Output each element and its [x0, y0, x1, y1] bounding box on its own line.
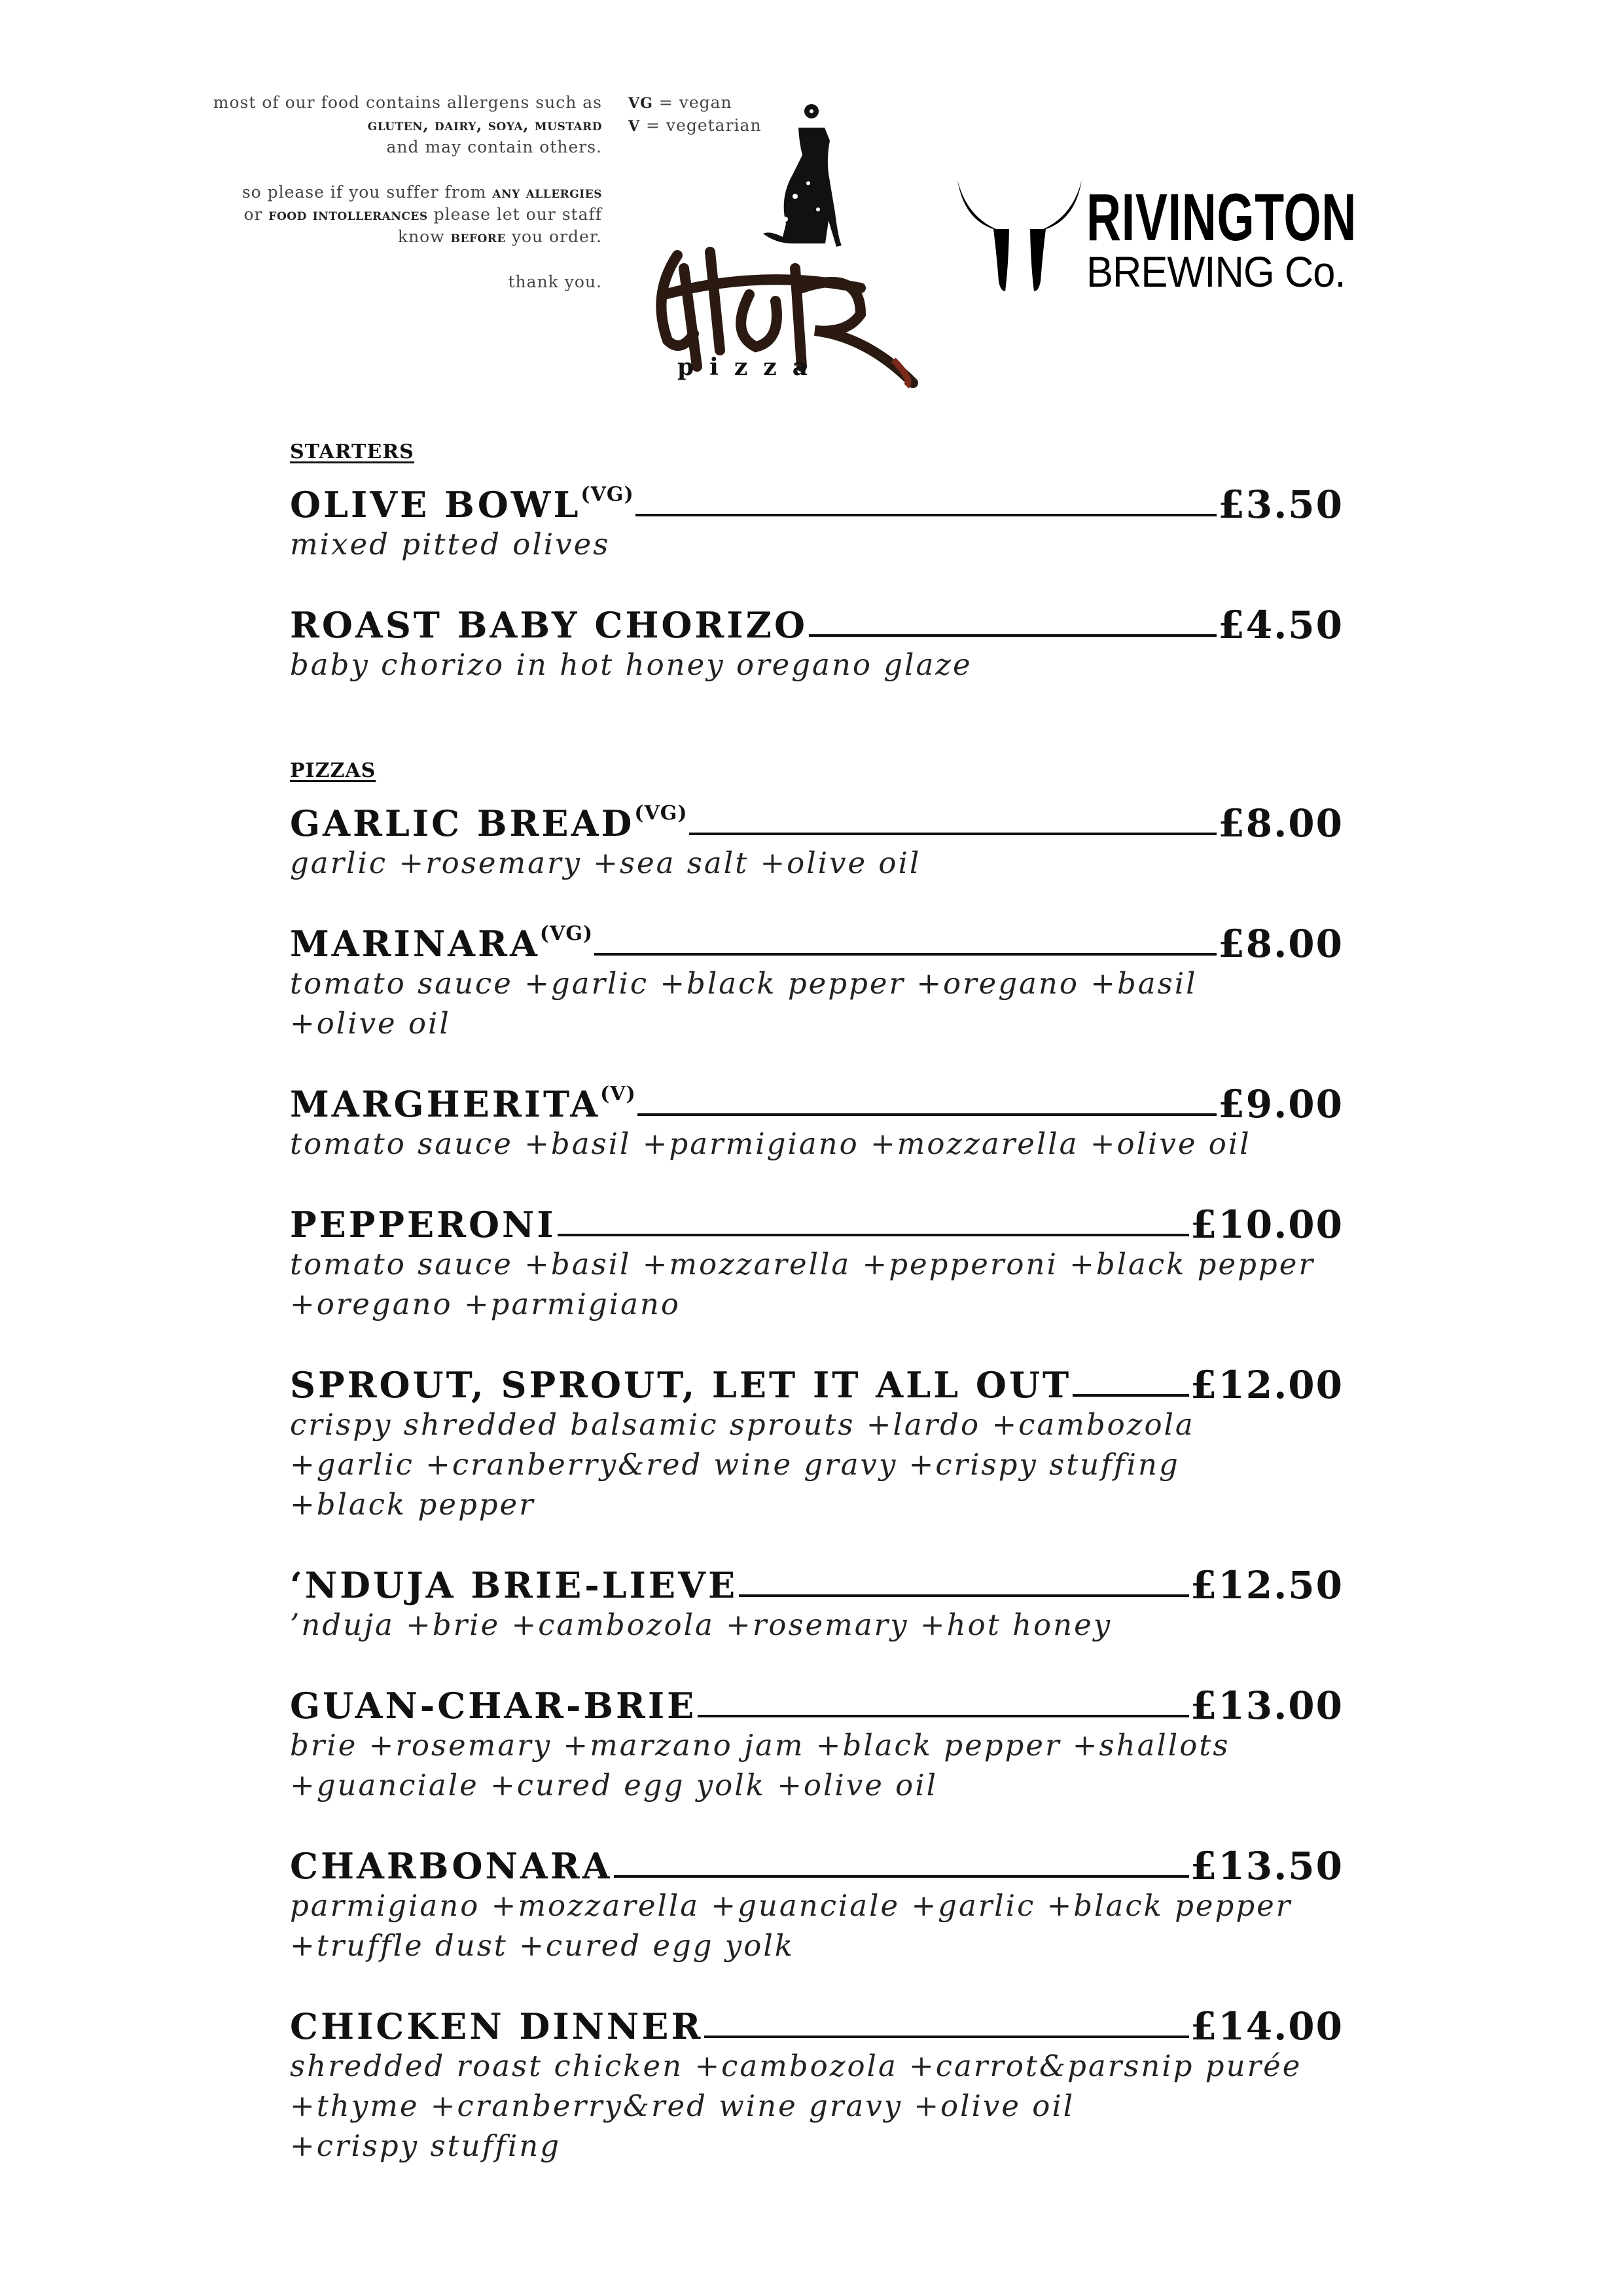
legend-text: = vegetarian — [640, 116, 762, 135]
notice-emphasis: food intollerances — [268, 205, 428, 224]
item-name-text: ‘NDUJA BRIE-LIEVE — [290, 1564, 738, 1606]
menu-item-price: £14.00 — [1190, 2004, 1344, 2049]
menu-item-description: tomato sauce +basil +parmigiano +mozzarella +olive oil — [290, 1126, 1251, 1161]
menu-item-title-row — [290, 480, 1344, 527]
notice-line — [131, 181, 602, 204]
item-name-text: PEPPERONI — [290, 1204, 556, 1246]
menu-item-description: +thyme +cranberry&red wine gravy +olive oil — [290, 2089, 1075, 2123]
item-name-text: OLIVE BOWL — [290, 484, 581, 526]
starters-section — [290, 442, 1344, 721]
menu-item-description: shredded roast chicken +cambozola +carrot&parsnip purée — [290, 2049, 1302, 2083]
bull-horns-icon — [954, 177, 1085, 291]
leader-line — [809, 634, 1217, 637]
menu-item-description: garlic +rosemary +sea salt +olive oil — [290, 846, 921, 880]
menu-item-description: brie +rosemary +marzano jam +black pepper +shallots — [290, 1728, 1230, 1763]
menu-item — [290, 1842, 1344, 1965]
menu-item — [290, 1080, 1344, 1164]
notice-allergens: gluten, dairy, soya, mustard — [367, 115, 602, 134]
menu-item-description: baby chorizo in hot honey oregano glaze — [290, 647, 972, 682]
menu-item-price: £3.50 — [1218, 482, 1344, 527]
menu-item-name — [290, 1686, 696, 1725]
item-name-text: GARLIC BREAD — [290, 802, 635, 844]
menu-item-title-row — [290, 1681, 1344, 1728]
brewery-subtitle: BREWING Co. — [1086, 247, 1346, 296]
menu-item — [290, 480, 1344, 564]
menu-item-description: tomato sauce +garlic +black pepper +oregano +basil — [290, 966, 1198, 1001]
menu-item-price: £9.00 — [1218, 1082, 1344, 1126]
menu-item-description: +crispy stuffing — [290, 2128, 562, 2163]
leader-line — [594, 953, 1217, 956]
menu-item-title-row — [290, 601, 1344, 645]
notice-text: you order. — [505, 227, 602, 246]
menu-item-title-row — [290, 1080, 1344, 1124]
menu-item-description: +olive oil — [290, 1006, 451, 1041]
diet-tag: (VG) — [539, 922, 594, 945]
notice-line — [131, 204, 602, 226]
menu-item-description: tomato sauce +basil +mozzarella +pepperoni +black pepper — [290, 1247, 1315, 1282]
menu-item-name — [290, 1079, 636, 1124]
menu-item — [290, 1561, 1344, 1645]
item-name-text: GUAN-CHAR-BRIE — [290, 1685, 697, 1727]
menu-item-title-row — [290, 1842, 1344, 1886]
menu-item-name — [290, 479, 634, 524]
notice-text: or — [243, 205, 269, 224]
menu-item-description: mixed pitted olives — [290, 527, 611, 562]
menu-item-title-row — [290, 799, 1344, 846]
leader-line — [614, 1875, 1190, 1878]
legend-text: = vegan — [652, 93, 732, 112]
leader-line — [558, 1234, 1189, 1236]
leader-line — [698, 1715, 1189, 1717]
menu-item-title-row — [290, 1561, 1344, 1605]
menu-item — [290, 1361, 1344, 1524]
diet-tag: (VG) — [580, 483, 634, 506]
leader-line — [635, 514, 1217, 516]
notice-emphasis: any allergies — [492, 183, 602, 202]
notice-text: know — [397, 227, 451, 246]
menu-item-price: £12.50 — [1190, 1563, 1344, 1607]
menu-item-title-row — [290, 1361, 1344, 1405]
leader-line — [704, 2036, 1189, 2038]
menu-item-price: £13.00 — [1190, 1683, 1344, 1728]
cheetah-icon — [763, 104, 842, 247]
menu-item-name — [290, 2007, 703, 2046]
leader-line — [1073, 1394, 1189, 1397]
menu-item-description: +garlic +cranberry&red wine gravy +crispy stuffing — [290, 1447, 1180, 1482]
diet-tag: (VG) — [634, 802, 688, 825]
menu-item-title-row — [290, 920, 1344, 966]
menu-item-price: £8.00 — [1218, 922, 1344, 966]
menu-item-description: +truffle dust +cured egg yolk — [290, 1928, 795, 1963]
allergen-notice — [131, 92, 602, 293]
menu-item-name — [290, 1205, 556, 1244]
menu-item-price: £8.00 — [1218, 801, 1344, 846]
notice-emphasis: before — [450, 227, 506, 246]
menu-item — [290, 1681, 1344, 1805]
leader-line — [689, 833, 1217, 835]
legend-key: VG — [628, 95, 653, 112]
pizza-wordmark: pizza — [677, 353, 824, 381]
menu-item-description: +black pepper — [290, 1487, 535, 1522]
item-name-text: ROAST BABY CHORIZO — [290, 604, 808, 646]
menu-item-price: £13.50 — [1190, 1844, 1344, 1888]
menu-item — [290, 799, 1344, 883]
menu-item-name — [290, 1566, 738, 1605]
item-name-text: CHARBONARA — [290, 1845, 613, 1887]
section-heading: STARTERS — [290, 440, 414, 463]
item-name-text: SPROUT, SPROUT, LET IT ALL OUT — [290, 1364, 1072, 1406]
menu-item-description: crispy shredded balsamic sprouts +lardo +cambozola — [290, 1407, 1195, 1442]
menu-item-price: £12.00 — [1190, 1363, 1344, 1407]
menu-item — [290, 601, 1344, 685]
menu-item-description: parmigiano +mozzarella +guanciale +garlic +black pepper — [290, 1888, 1293, 1923]
pizzas-section — [290, 761, 1344, 2202]
menu-item-price: £10.00 — [1190, 1202, 1344, 1247]
menu-item-description: +guanciale +cured egg yolk +olive oil — [290, 1768, 938, 1803]
menu-item-description: ’nduja +brie +cambozola +rosemary +hot honey — [290, 1607, 1113, 1642]
menu-item-description: +oregano +parmigiano — [290, 1287, 681, 1321]
notice-line — [131, 226, 602, 248]
leader-line — [637, 1113, 1217, 1116]
menu-item — [290, 1200, 1344, 1324]
notice-text: please let our staff — [427, 205, 602, 224]
notice-text: so please if you suffer from — [241, 183, 493, 202]
diet-tag: (V) — [600, 1083, 636, 1105]
menu-item-name — [290, 605, 808, 645]
menu-item-name — [290, 798, 688, 843]
item-name-text: CHICKEN DINNER — [290, 2005, 704, 2047]
menu-item-name — [290, 918, 593, 963]
menu-item — [290, 2002, 1344, 2166]
char-pizza-logo — [638, 98, 978, 393]
section-heading: PIZZAS — [290, 759, 376, 782]
leader-line — [739, 1594, 1189, 1597]
notice-line: most of our food contains allergens such as — [213, 93, 602, 112]
menu-item-name — [290, 1365, 1071, 1405]
item-name-text: MARGHERITA — [290, 1083, 601, 1125]
notice-line: and may contain others. — [386, 137, 602, 156]
menu-item-title-row — [290, 2002, 1344, 2049]
legend-key: V — [628, 118, 641, 135]
item-name-text: MARINARA — [290, 923, 540, 965]
notice-thanks: thank you. — [508, 272, 602, 291]
menu-item-name — [290, 1846, 613, 1886]
menu-item-price: £4.50 — [1218, 603, 1344, 647]
menu-item-title-row — [290, 1200, 1344, 1247]
menu-item — [290, 920, 1344, 1043]
brewery-name: RIVINGTON — [1086, 180, 1357, 255]
